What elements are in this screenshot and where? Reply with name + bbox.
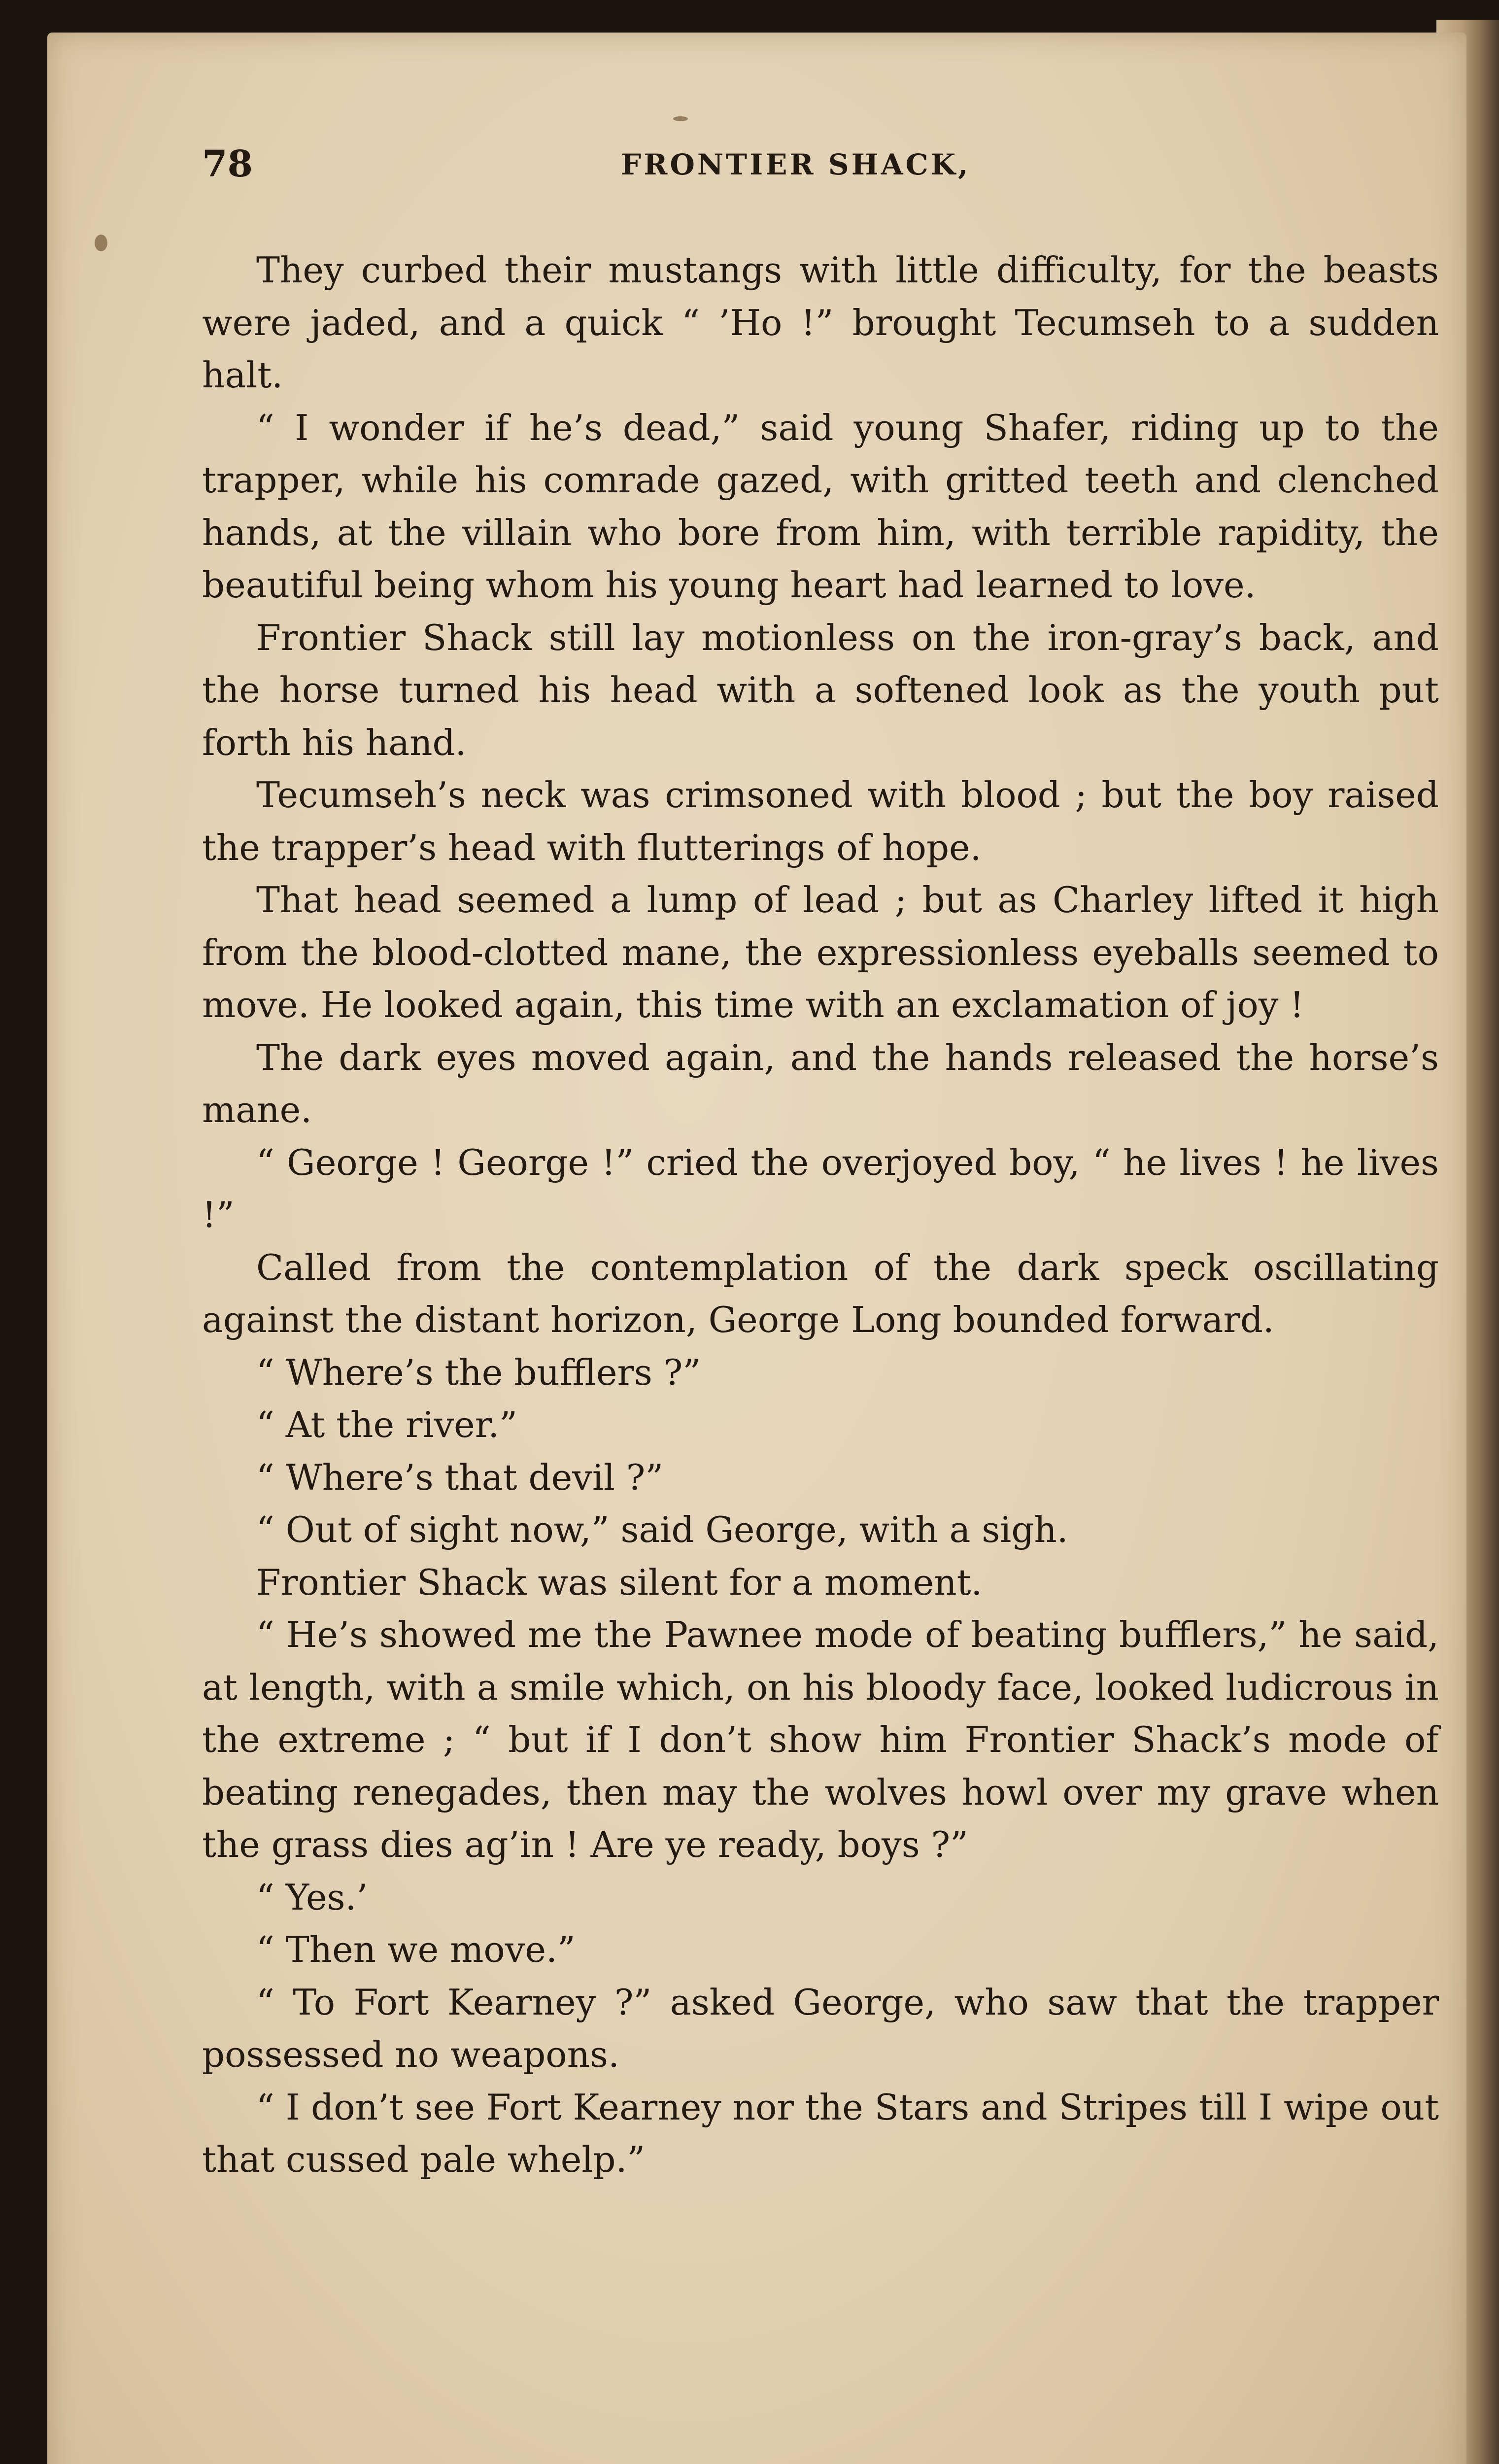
paragraph: “ To Fort Kearney ?” asked George, who saw that the trapper possessed no weapons.: [202, 1981, 1439, 2075]
page-number: 78: [202, 143, 253, 185]
paragraph: Tecumseh’s neck was crimsoned with blood ; but the boy raised the trapper’s head with flutterings of hope.: [202, 774, 1439, 868]
running-head: [202, 143, 1464, 197]
paragraph: Called from the contemplation of the dark speck oscillating against the distant horizon, George Long bounded forward.: [202, 1246, 1439, 1340]
paragraph: The dark eyes moved again, and the hands released the horse’s mane.: [202, 1036, 1439, 1130]
text-body: [202, 244, 1439, 2186]
paragraph: “ Out of sight now,” said George, with a sigh.: [256, 1509, 1068, 1550]
running-head-title: FRONTIER SHACK,: [621, 148, 971, 181]
paragraph: “ Where’s the bufflers ?”: [256, 1351, 701, 1393]
paragraph: Frontier Shack still lay motionless on the iron-gray’s back, and the horse turned his head with a softened look as the youth put forth his hand.: [202, 616, 1439, 763]
paragraph: That head seemed a lump of lead ; but as Charley lifted it high from the blood-clotted mane, the expressionless eyeballs seemed to move. He looked again, this time with an exclamation of joy !: [202, 879, 1439, 1026]
page-stain: [673, 116, 688, 121]
paragraph: “ At the river.”: [256, 1404, 517, 1445]
paragraph: They curbed their mustangs with little difficulty, for the beasts were jaded, and a quick “ ’Ho !” brought Tecumseh to a sudden halt.: [202, 249, 1439, 396]
paragraph: “ Yes.’: [256, 1876, 368, 1918]
paragraph: “ He’s showed me the Pawnee mode of beating bufflers,” he said, at length, with a smile which, on his bloody face, looked ludicrous in the extreme ; “ but if I don’t show him Frontier Shack’s mode of beating renegades, then may the wolves howl over my grave when the grass dies ag’in ! Are ye ready, boys ?”: [202, 1614, 1439, 1865]
paragraph: “ Then we move.”: [256, 1929, 576, 1970]
paragraph: “ Where’s that devil ?”: [256, 1456, 664, 1498]
paragraph: Frontier Shack was silent for a moment.: [256, 1561, 983, 1603]
paragraph: “ George ! George !” cried the overjoyed boy, “ he lives ! he lives !”: [202, 1141, 1439, 1235]
paragraph: “ I don’t see Fort Kearney nor the Stars and Stripes till I wipe out that cussed pale whelp.”: [202, 2086, 1439, 2180]
paragraph: “ I wonder if he’s dead,” said young Shafer, riding up to the trapper, while his comrade gazed, with gritted teeth and clenched hands, at the villain who bore from him, with terrible rapidity, the beautiful being whom his young heart had learned to love.: [202, 407, 1439, 606]
page-stain: [95, 235, 107, 251]
